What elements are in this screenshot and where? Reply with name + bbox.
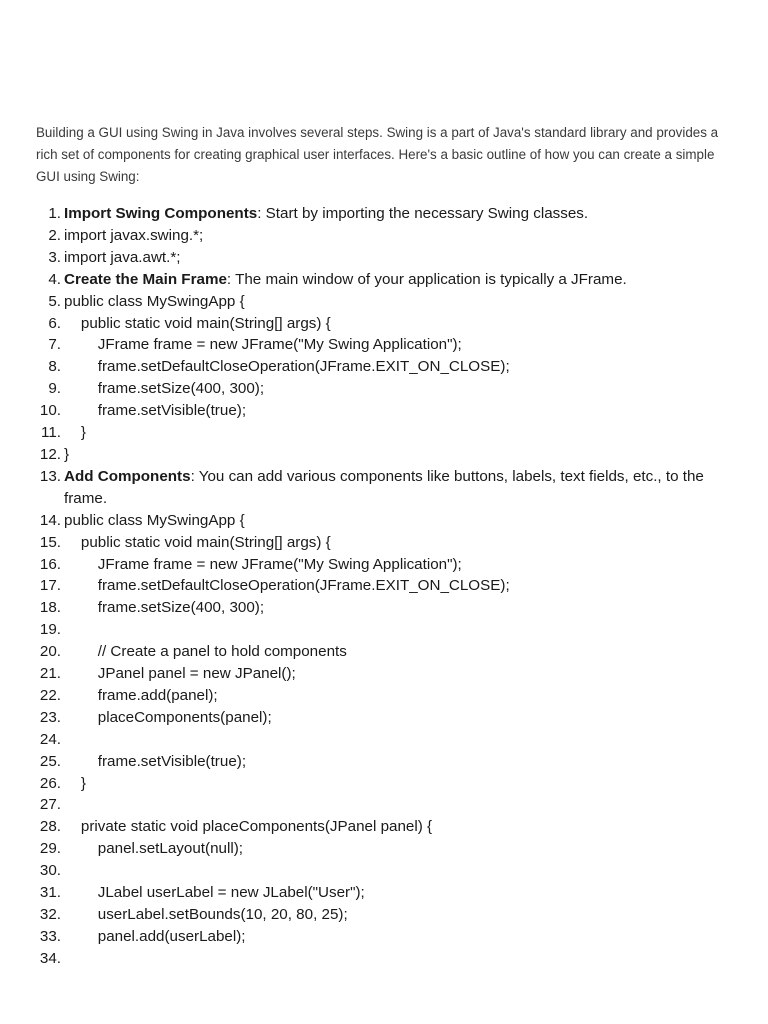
line-content bbox=[64, 904, 740, 926]
line-number: 21. bbox=[39, 665, 61, 683]
code-text: JLabel userLabel = new JLabel("User"); bbox=[64, 884, 365, 902]
list-item bbox=[30, 532, 740, 554]
code-text: JFrame frame = new JFrame("My Swing Application"); bbox=[64, 336, 462, 354]
line-content bbox=[64, 685, 740, 707]
line-content bbox=[64, 575, 740, 597]
step-description: : The main window of your application is typically a JFrame. bbox=[226, 270, 627, 288]
line-number: 28. bbox=[39, 818, 61, 836]
line-content bbox=[64, 554, 740, 576]
line-number: 23. bbox=[39, 708, 61, 726]
line-content bbox=[64, 334, 740, 356]
line-number: 24. bbox=[39, 730, 61, 748]
list-item bbox=[30, 575, 740, 597]
line-content bbox=[64, 619, 740, 641]
line-number: 14. bbox=[39, 511, 61, 529]
list-item bbox=[30, 444, 740, 466]
list-item bbox=[30, 597, 740, 619]
intro-paragraph: Building a GUI using Swing in Java involves several steps. Swing is a part of Java's standard library and provides a rich set of components for creating graphical user interfaces. Here's a basic outline of how you can create a simple GUI using Swing: bbox=[36, 125, 719, 184]
list-item bbox=[30, 356, 740, 378]
code-text: import java.awt.*; bbox=[64, 248, 181, 266]
line-number: 7. bbox=[48, 336, 61, 354]
line-number: 8. bbox=[48, 358, 61, 376]
line-content bbox=[64, 729, 740, 751]
list-item bbox=[30, 773, 740, 795]
step-heading: Create the Main Frame bbox=[64, 270, 227, 288]
line-content bbox=[64, 313, 740, 335]
code-text: public class MySwingApp { bbox=[64, 511, 245, 529]
list-item bbox=[30, 729, 740, 751]
code-text: userLabel.setBounds(10, 20, 80, 25); bbox=[64, 906, 348, 923]
line-number: 6. bbox=[48, 314, 61, 332]
list-item bbox=[30, 794, 740, 816]
line-number: 20. bbox=[39, 643, 61, 661]
line-content bbox=[64, 422, 740, 444]
line-content bbox=[64, 773, 740, 795]
code-text: frame.setDefaultCloseOperation(JFrame.EXIT_ON_CLOSE); bbox=[64, 577, 510, 595]
list-item bbox=[30, 247, 740, 269]
code-text: private static void placeComponents(JPanel panel) { bbox=[64, 818, 433, 836]
code-text: frame.setDefaultCloseOperation(JFrame.EXIT_ON_CLOSE); bbox=[64, 358, 510, 376]
line-number: 19. bbox=[39, 621, 61, 639]
list-item bbox=[30, 466, 740, 510]
code-text: import javax.swing.*; bbox=[64, 226, 204, 244]
list-item bbox=[30, 663, 740, 685]
line-content bbox=[64, 203, 740, 225]
line-number: 33. bbox=[39, 927, 61, 945]
list-item bbox=[30, 554, 740, 576]
line-number: 12. bbox=[39, 445, 61, 463]
line-number: 34. bbox=[39, 949, 61, 967]
list-item bbox=[30, 860, 740, 882]
list-item bbox=[30, 422, 740, 444]
line-number: 25. bbox=[39, 752, 61, 770]
line-content bbox=[64, 597, 740, 619]
line-content bbox=[64, 378, 740, 400]
line-content bbox=[64, 816, 740, 838]
list-item bbox=[30, 334, 740, 356]
code-text: frame.setVisible(true); bbox=[64, 752, 247, 770]
line-content bbox=[64, 948, 740, 970]
list-item bbox=[30, 619, 740, 641]
code-text: frame.setSize(400, 300); bbox=[64, 599, 265, 617]
line-number: 18. bbox=[39, 599, 61, 617]
line-content bbox=[64, 269, 740, 291]
step-description: : Start by importing the necessary Swing classes. bbox=[257, 205, 589, 222]
line-content bbox=[64, 510, 740, 532]
list-item bbox=[30, 816, 740, 838]
step-heading: Import Swing Components bbox=[64, 205, 258, 222]
line-content bbox=[64, 926, 740, 948]
line-content bbox=[64, 641, 740, 663]
code-text: // Create a panel to hold components bbox=[64, 643, 347, 661]
line-number: 32. bbox=[39, 906, 61, 923]
list-item bbox=[30, 641, 740, 663]
line-content bbox=[64, 291, 740, 313]
numbered-step-list bbox=[30, 203, 740, 970]
line-number: 17. bbox=[39, 577, 61, 595]
list-item bbox=[30, 838, 740, 860]
line-content bbox=[64, 466, 740, 510]
line-number: 22. bbox=[39, 686, 61, 704]
list-item bbox=[30, 926, 740, 948]
line-number: 26. bbox=[39, 774, 61, 792]
line-content bbox=[64, 247, 740, 269]
list-item bbox=[30, 751, 740, 773]
list-item bbox=[30, 882, 740, 904]
line-content bbox=[64, 707, 740, 729]
line-number: 2. bbox=[48, 226, 61, 244]
line-number: 31. bbox=[39, 884, 61, 902]
code-text: frame.setSize(400, 300); bbox=[64, 380, 265, 398]
line-content bbox=[64, 532, 740, 554]
line-number: 13. bbox=[39, 467, 61, 485]
line-number: 16. bbox=[39, 555, 61, 573]
list-item bbox=[30, 400, 740, 422]
line-number: 5. bbox=[48, 292, 61, 310]
line-number: 27. bbox=[39, 796, 61, 814]
code-text: public class MySwingApp { bbox=[64, 292, 245, 310]
code-text: JPanel panel = new JPanel(); bbox=[64, 665, 296, 683]
step-description: : You can add various components like buttons, labels, text fields, etc., to the frame. bbox=[64, 467, 709, 507]
code-text: panel.add(userLabel); bbox=[64, 927, 246, 945]
list-item bbox=[30, 510, 740, 532]
line-number: 9. bbox=[48, 380, 61, 398]
code-text: public static void main(String[] args) { bbox=[64, 533, 331, 551]
line-content bbox=[64, 751, 740, 773]
step-heading: Add Components bbox=[64, 467, 191, 485]
line-content bbox=[64, 882, 740, 904]
line-number: 29. bbox=[39, 840, 61, 858]
list-item bbox=[30, 904, 740, 926]
code-text: placeComponents(panel); bbox=[64, 708, 272, 726]
line-number: 4. bbox=[48, 270, 61, 288]
list-item bbox=[30, 378, 740, 400]
list-item bbox=[30, 685, 740, 707]
line-number: 10. bbox=[39, 402, 61, 420]
line-content bbox=[64, 838, 740, 860]
line-content bbox=[64, 356, 740, 378]
list-item bbox=[30, 225, 740, 247]
line-content bbox=[64, 400, 740, 422]
line-number: 1. bbox=[48, 205, 61, 222]
line-content bbox=[64, 860, 740, 882]
code-text: } bbox=[64, 774, 86, 792]
code-text: public static void main(String[] args) { bbox=[64, 314, 331, 332]
line-content bbox=[64, 794, 740, 816]
line-number: 11. bbox=[41, 424, 61, 442]
code-text: } bbox=[64, 424, 86, 442]
code-text: panel.setLayout(null); bbox=[64, 840, 243, 858]
line-content bbox=[64, 444, 740, 466]
line-content bbox=[64, 225, 740, 247]
line-number: 15. bbox=[39, 533, 61, 551]
code-text: frame.setVisible(true); bbox=[64, 402, 247, 420]
list-item bbox=[30, 291, 740, 313]
line-number: 3. bbox=[48, 248, 61, 266]
list-item bbox=[30, 948, 740, 970]
list-item bbox=[30, 313, 740, 335]
list-item bbox=[30, 269, 740, 291]
list-item bbox=[30, 707, 740, 729]
code-text: } bbox=[64, 445, 70, 463]
line-content bbox=[64, 663, 740, 685]
code-text: frame.add(panel); bbox=[64, 686, 218, 704]
list-item bbox=[30, 203, 740, 225]
code-text: JFrame frame = new JFrame("My Swing Application"); bbox=[64, 555, 462, 573]
line-number: 30. bbox=[39, 862, 61, 880]
